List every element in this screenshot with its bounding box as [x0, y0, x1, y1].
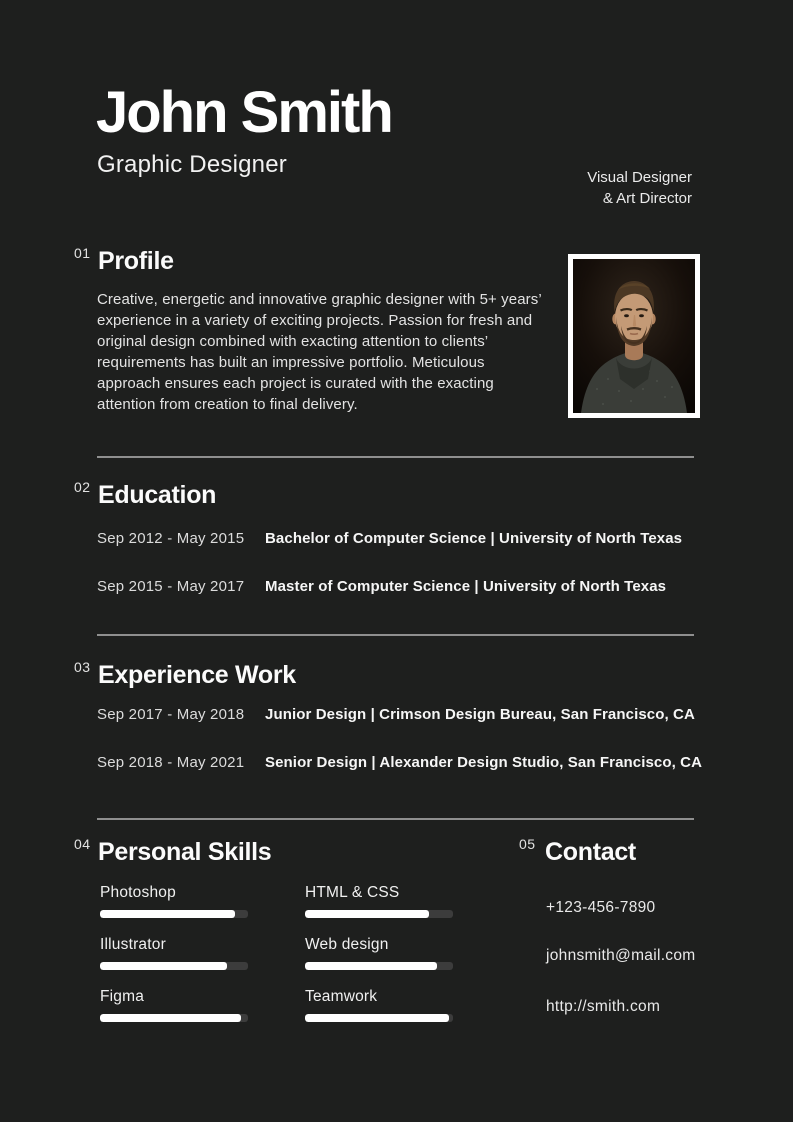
skill-bar-track	[305, 910, 453, 918]
skill-bar-track	[305, 1014, 453, 1022]
section-title-contact: Contact	[545, 838, 636, 866]
profile-summary: Creative, energetic and innovative graphic designer with 5+ years’ experience in a variety of exciting projects. Passion for fresh and original design combined with exacting attention to clients’ requirements has built an impressive portfolio. Meticulous approach ensures each project is curated with the exacting attention from creation to final delivery.	[97, 291, 542, 413]
experience-detail: Senior Design | Alexander Design Studio, San Francisco, CA	[265, 754, 703, 771]
section-number-experience: 03	[74, 659, 91, 675]
tagline-line-1: Visual Designer	[587, 169, 692, 186]
section-title-skills: Personal Skills	[98, 838, 272, 866]
experience-dates: Sep 2018 - May 2021	[97, 754, 245, 771]
skill-bar-track	[100, 1014, 248, 1022]
education-detail: Master of Computer Science | University of North Texas	[265, 578, 667, 595]
experience-dates: Sep 2017 - May 2018	[97, 706, 245, 723]
tagline	[587, 167, 692, 209]
skill-label: HTML & CSS	[305, 884, 400, 901]
skill-bar-fill	[305, 1014, 449, 1022]
skill-label: Web design	[305, 936, 389, 953]
person-name: John Smith	[96, 80, 392, 145]
section-number-education: 02	[74, 479, 91, 495]
section-number-profile: 01	[74, 245, 91, 261]
education-detail: Bachelor of Computer Science | University of North Texas	[265, 530, 683, 547]
person-role: Graphic Designer	[97, 151, 287, 178]
section-number-contact: 05	[519, 836, 536, 852]
skill-label: Illustrator	[100, 936, 166, 953]
skill-bar-track	[100, 962, 248, 970]
skill-label: Teamwork	[305, 988, 378, 1005]
section-divider	[97, 456, 694, 458]
skill-bar-fill	[100, 962, 227, 970]
skill-bar-track	[100, 910, 248, 918]
section-title-experience: Experience Work	[98, 661, 296, 689]
experience-detail: Junior Design | Crimson Design Bureau, San Francisco, CA	[265, 706, 695, 723]
skill-item	[100, 936, 248, 970]
skill-bar-fill	[305, 962, 437, 970]
skill-item	[305, 884, 453, 918]
skill-item	[305, 936, 453, 970]
portrait-illustration	[573, 259, 695, 413]
contact-email: johnsmith@mail.com	[546, 947, 696, 964]
education-dates: Sep 2012 - May 2015	[97, 530, 245, 547]
skill-bar-track	[305, 962, 453, 970]
section-number-skills: 04	[74, 836, 91, 852]
section-divider	[97, 818, 694, 820]
skill-bar-fill	[305, 910, 429, 918]
skill-bar-fill	[100, 910, 235, 918]
section-title-profile: Profile	[98, 247, 174, 275]
section-title-education: Education	[98, 481, 217, 509]
contact-phone: +123-456-7890	[546, 899, 656, 916]
skill-bar-fill	[100, 1014, 241, 1022]
skill-item	[100, 988, 248, 1022]
education-dates: Sep 2015 - May 2017	[97, 578, 245, 595]
section-divider	[97, 634, 694, 636]
skill-item	[305, 988, 453, 1022]
skill-label: Figma	[100, 988, 145, 1005]
skill-label: Photoshop	[100, 884, 176, 901]
tagline-line-2: & Art Director	[602, 190, 692, 207]
contact-website: http://smith.com	[546, 998, 661, 1015]
skill-item	[100, 884, 248, 918]
profile-photo	[568, 254, 700, 418]
